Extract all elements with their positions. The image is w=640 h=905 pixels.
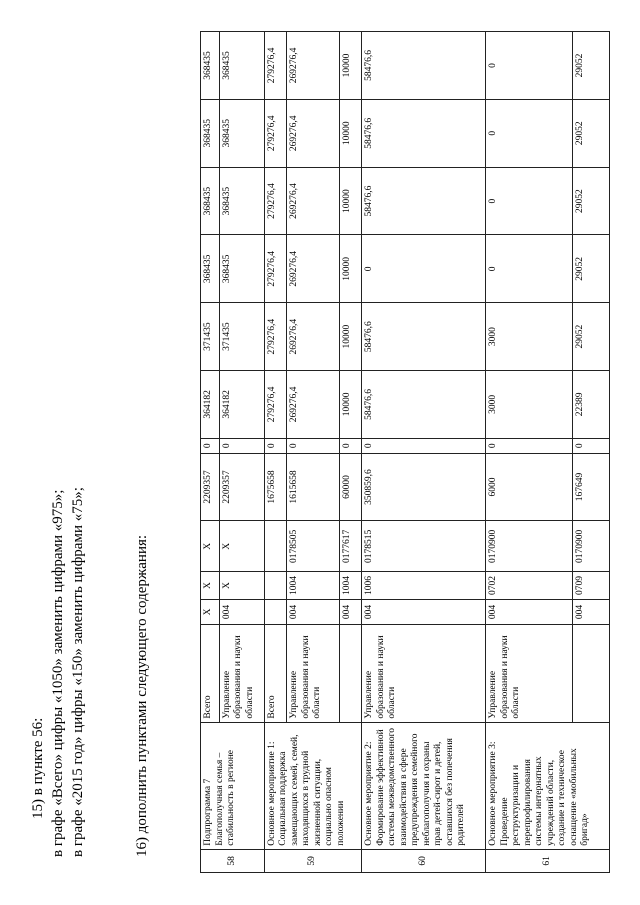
year-value-cell: 0 — [573, 438, 610, 453]
year-value-cell: 368435 — [201, 32, 220, 100]
target-code-cell: 0170900 — [486, 521, 573, 572]
amendment-text — [28, 37, 152, 857]
target-code-cell: X — [219, 521, 264, 572]
year-value-cell: 0 — [486, 32, 573, 100]
grbs-code-cell: 004 — [219, 599, 264, 624]
section-code-cell: 1006 — [362, 572, 486, 600]
target-code-cell: X — [201, 521, 220, 572]
section-code-cell: 1004 — [287, 572, 340, 600]
grbs-code-cell: 004 — [573, 599, 610, 624]
year-value-cell: 0 — [201, 438, 220, 453]
year-value-cell: 3000 — [486, 371, 573, 439]
grbs-code-cell — [264, 599, 286, 624]
year-value-cell: 0 — [486, 438, 573, 453]
row-number: 59 — [264, 849, 362, 872]
clause-15-line-2015: в графе «2015 год» цифры «150» заменить цифрами «75»; — [70, 487, 86, 857]
year-value-cell: 269276,4 — [287, 167, 340, 235]
table-row — [264, 32, 286, 873]
total-value-cell: 2209357 — [201, 453, 220, 521]
year-value-cell: 10000 — [340, 303, 362, 371]
year-value-cell: 29052 — [573, 167, 610, 235]
clause-15: 15) в пункте 56: — [30, 717, 46, 819]
year-value-cell: 0 — [340, 438, 362, 453]
clause-16: 16) дополнить пунктами следующего содержания: — [134, 534, 150, 857]
program-name: Основное мероприятие 1: Социальная поддержка замещающих семей, семей, находящихся в трудной жизненной ситуации, социально опасном положении — [264, 722, 362, 849]
target-code-cell: 0178505 — [287, 521, 340, 572]
table-row — [362, 32, 486, 873]
target-code-cell — [264, 521, 286, 572]
section-code-cell — [264, 572, 286, 600]
year-value-cell: 279276,4 — [264, 303, 286, 371]
executor-cell: Управление образования и науки области — [219, 625, 264, 722]
year-value-cell: 58476,6 — [362, 99, 486, 167]
year-value-cell: 58476,6 — [362, 167, 486, 235]
year-value-cell: 269276,4 — [287, 99, 340, 167]
year-value-cell: 10000 — [340, 235, 362, 303]
year-value-cell: 58476,6 — [362, 303, 486, 371]
year-value-cell: 269276,4 — [287, 303, 340, 371]
year-value-cell: 279276,4 — [264, 371, 286, 439]
grbs-code-cell: X — [201, 599, 220, 624]
year-value-cell: 279276,4 — [264, 167, 286, 235]
year-value-cell: 10000 — [340, 32, 362, 100]
year-value-cell: 279276,4 — [264, 99, 286, 167]
section-code-cell: 0702 — [486, 572, 573, 600]
executor-cell: Управление образования и науки области — [486, 625, 573, 722]
year-value-cell: 58476,6 — [362, 32, 486, 100]
year-value-cell: 58476,6 — [362, 371, 486, 439]
year-value-cell: 3000 — [486, 303, 573, 371]
year-value-cell: 0 — [486, 99, 573, 167]
section-code-cell: 0709 — [573, 572, 610, 600]
grbs-code-cell: 004 — [362, 599, 486, 624]
row-number: 58 — [201, 849, 265, 872]
year-value-cell: 371435 — [201, 303, 220, 371]
year-value-cell: 279276,4 — [264, 235, 286, 303]
section-code-cell: X — [219, 572, 264, 600]
year-value-cell: 0 — [486, 235, 573, 303]
year-value-cell: 22389 — [573, 371, 610, 439]
year-value-cell: 368435 — [219, 235, 264, 303]
section-code-cell: 1004 — [340, 572, 362, 600]
program-name: Основное мероприятие 3: Проведение реструктуризации и перепрофилирования системы интернатных учреждений области, создание и техническое оснащение «мобильных бригад» — [486, 722, 610, 849]
year-value-cell: 0 — [219, 438, 264, 453]
year-value-cell: 368435 — [219, 167, 264, 235]
year-value-cell: 371435 — [219, 303, 264, 371]
table-row — [486, 32, 573, 873]
year-value-cell: 29052 — [573, 99, 610, 167]
total-value-cell: 6000 — [486, 453, 573, 521]
executor-cell: Всего — [264, 625, 286, 722]
target-code-cell: 0170900 — [573, 521, 610, 572]
grbs-code-cell: 004 — [287, 599, 340, 624]
executor-cell: Управление образования и науки области — [287, 625, 340, 722]
executor-cell: Всего — [201, 625, 220, 722]
year-value-cell: 368435 — [219, 32, 264, 100]
year-value-cell: 279276,4 — [264, 32, 286, 100]
program-name: Подпрограмма 7 Благополучная семья – стабильность в регионе — [201, 722, 265, 849]
year-value-cell: 29052 — [573, 303, 610, 371]
year-value-cell: 0 — [486, 167, 573, 235]
target-code-cell: 0177617 — [340, 521, 362, 572]
year-value-cell: 10000 — [340, 167, 362, 235]
clause-15-line-total: в графе «Всего» цифры «1050» заменить цифрами «975»; — [50, 489, 66, 857]
total-value-cell: 1615658 — [287, 453, 340, 521]
total-value-cell: 167649 — [573, 453, 610, 521]
total-value-cell: 2209357 — [219, 453, 264, 521]
executor-cell — [340, 625, 362, 722]
total-value-cell: 350859,6 — [362, 453, 486, 521]
year-value-cell: 364182 — [219, 371, 264, 439]
section-code-cell: X — [201, 572, 220, 600]
row-number: 61 — [486, 849, 610, 872]
program-table — [200, 31, 610, 873]
program-name: Основное мероприятие 2: Формирование эффективной системы межведомственного взаимодействия в сфере предупреждения семейного неблагополучия и охраны прав детей-сирот и детей, оставшихся без попечения родителей — [362, 722, 486, 849]
year-value-cell: 10000 — [340, 371, 362, 439]
year-value-cell: 0 — [264, 438, 286, 453]
year-value-cell: 368435 — [201, 167, 220, 235]
year-value-cell: 364182 — [201, 371, 220, 439]
executor-cell: Управление образования и науки области — [362, 625, 486, 722]
year-value-cell: 269276,4 — [287, 32, 340, 100]
grbs-code-cell: 004 — [340, 599, 362, 624]
year-value-cell: 29052 — [573, 235, 610, 303]
year-value-cell: 29052 — [573, 32, 610, 100]
year-value-cell: 0 — [362, 438, 486, 453]
year-value-cell: 0 — [287, 438, 340, 453]
year-value-cell: 368435 — [201, 99, 220, 167]
executor-cell — [573, 625, 610, 722]
total-value-cell: 60000 — [340, 453, 362, 521]
year-value-cell: 368435 — [219, 99, 264, 167]
target-code-cell: 0178515 — [362, 521, 486, 572]
row-number: 60 — [362, 849, 486, 872]
grbs-code-cell: 004 — [486, 599, 573, 624]
year-value-cell: 269276,4 — [287, 235, 340, 303]
table-row — [201, 32, 220, 873]
year-value-cell: 10000 — [340, 99, 362, 167]
year-value-cell: 0 — [362, 235, 486, 303]
year-value-cell: 368435 — [201, 235, 220, 303]
total-value-cell: 1675658 — [264, 453, 286, 521]
year-value-cell: 269276,4 — [287, 371, 340, 439]
